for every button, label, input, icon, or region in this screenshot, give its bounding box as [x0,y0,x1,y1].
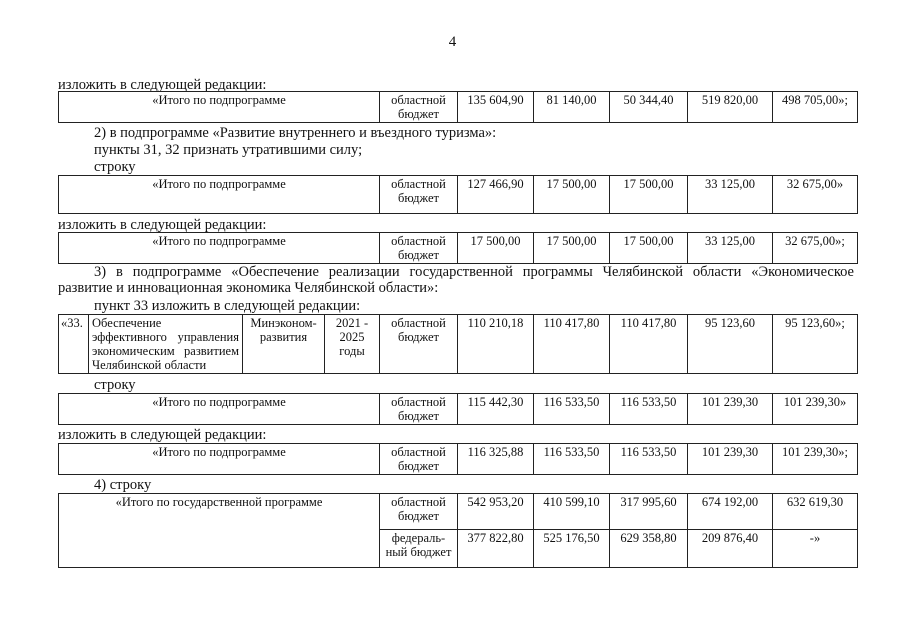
value-cell: 629 358,80 [610,530,688,568]
value-cell: 632 619,30 [773,494,858,530]
value-cell: 17 500,00 [534,233,610,264]
row-label: «Итого по подпрограмме [59,394,380,425]
budget-source: областной бюджет [380,92,458,123]
row-label: «Итого по подпрограмме [59,176,380,214]
value-cell: 17 500,00 [458,233,534,264]
item-number: «33. [59,315,89,374]
budget-source: областной бюджет [380,176,458,214]
budget-source: областной бюджет [380,444,458,475]
value-cell: -» [773,530,858,568]
paragraph: 3) в подпрограмме «Обеспечение реализации государственной программы Челябинской области «Экономическое развитие и инновационная экономика Челябинской области»: [58,264,854,296]
value-cell: 95 123,60»; [773,315,858,374]
budget-source: областной бюджет [380,394,458,425]
value-cell: 116 325,88 [458,444,534,475]
value-cell: 674 192,00 [688,494,773,530]
text-line: 4) строку [94,477,152,493]
page-number: 4 [448,34,457,50]
budget-source: областной бюджет [380,494,458,530]
text-line: строку [94,377,136,393]
value-cell: 116 533,50 [610,394,688,425]
value-cell: 101 239,30»; [773,444,858,475]
value-cell: 32 675,00»; [773,233,858,264]
text-line: строку [94,159,136,175]
value-cell: 209 876,40 [688,530,773,568]
value-cell: 116 533,50 [534,444,610,475]
value-cell: 519 820,00 [688,92,773,123]
value-cell: 95 123,60 [688,315,773,374]
budget-source: областной бюджет [380,233,458,264]
subprogram-total-table [58,443,858,475]
value-cell: 377 822,80 [458,530,534,568]
value-cell: 116 533,50 [610,444,688,475]
period: 2021 - 2025 годы [325,315,380,374]
value-cell: 33 125,00 [688,176,773,214]
text-line: пункты 31, 32 признать утратившими силу; [94,142,363,158]
value-cell: 135 604,90 [458,92,534,123]
subprogram-total-table [58,91,858,123]
row-label: «Итого по подпрограмме [59,233,380,264]
value-cell: 17 500,00 [534,176,610,214]
row-label: «Итого по государственной программе [59,494,380,568]
text-line: изложить в следующей редакции: [58,217,267,233]
value-cell: 101 239,30 [688,444,773,475]
value-cell: 50 344,40 [610,92,688,123]
subprogram-total-table [58,232,858,264]
value-cell: 542 953,20 [458,494,534,530]
value-cell: 33 125,00 [688,233,773,264]
value-cell: 32 675,00» [773,176,858,214]
value-cell: 127 466,90 [458,176,534,214]
value-cell: 110 417,80 [534,315,610,374]
item-name: Обеспечение эффективного управления экономическим развитием Челябинской области [89,315,243,374]
text-line: изложить в следующей редакции: [58,77,267,93]
program-total-table [58,493,858,568]
value-cell: 116 533,50 [534,394,610,425]
value-cell: 81 140,00 [534,92,610,123]
text-line: 2) в подпрограмме «Развитие внутреннего и въездного туризма»: [94,125,497,141]
value-cell: 101 239,30 [688,394,773,425]
value-cell: 317 995,60 [610,494,688,530]
value-cell: 101 239,30» [773,394,858,425]
text-line: пункт 33 изложить в следующей редакции: [94,298,361,314]
subprogram-total-table [58,393,858,425]
row-label: «Итого по подпрограмме [59,92,380,123]
value-cell: 498 705,00»; [773,92,858,123]
item-33-table [58,314,858,374]
value-cell: 410 599,10 [534,494,610,530]
executor: Минэконом-развития [243,315,325,374]
text-line: изложить в следующей редакции: [58,427,267,443]
value-cell: 115 442,30 [458,394,534,425]
value-cell: 110 210,18 [458,315,534,374]
budget-source: федераль-ный бюджет [380,530,458,568]
value-cell: 110 417,80 [610,315,688,374]
subprogram-total-table [58,175,858,214]
value-cell: 17 500,00 [610,176,688,214]
value-cell: 17 500,00 [610,233,688,264]
budget-source: областной бюджет [380,315,458,374]
value-cell: 525 176,50 [534,530,610,568]
row-label: «Итого по подпрограмме [59,444,380,475]
